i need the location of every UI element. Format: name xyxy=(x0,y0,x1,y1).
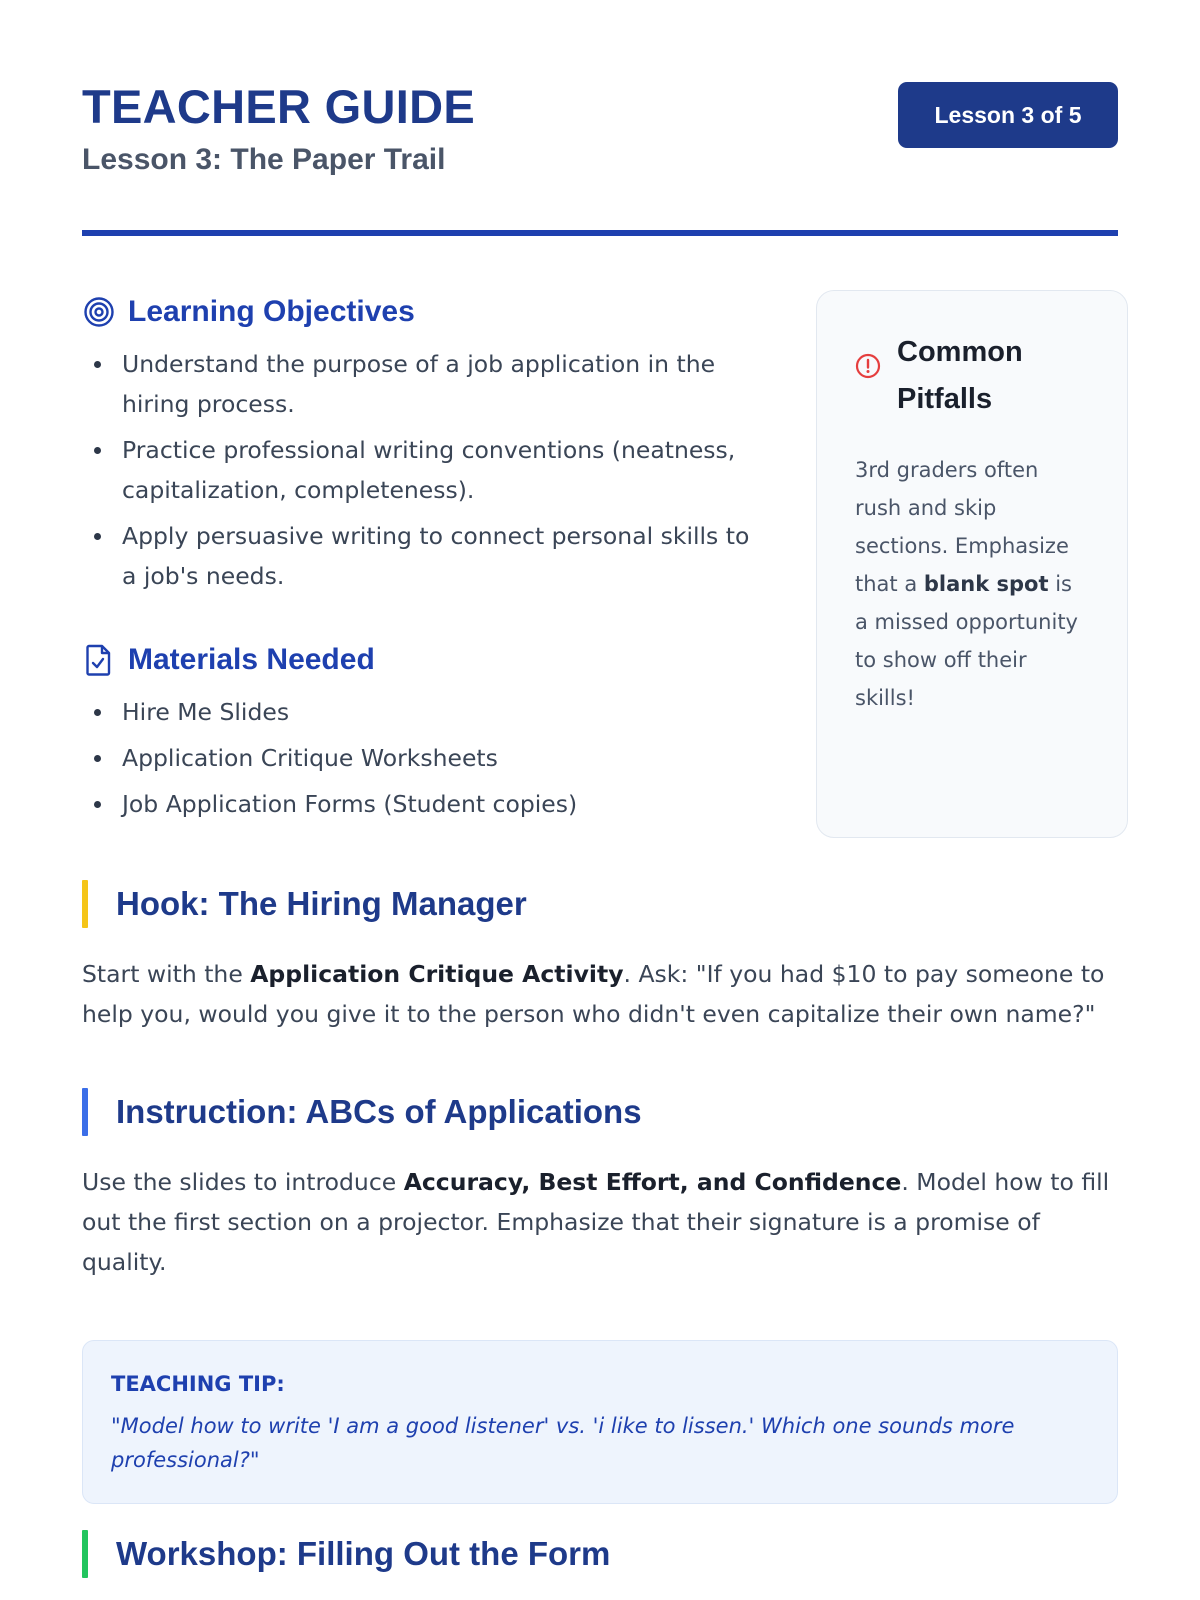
workshop-accent-bar xyxy=(82,1530,88,1578)
materials-heading: Materials Needed xyxy=(128,643,375,676)
common-pitfalls-card xyxy=(816,290,1128,838)
list-item: Application Critique Worksheets xyxy=(82,738,762,778)
target-icon xyxy=(82,295,116,329)
pitfalls-heading: Common Pitfalls xyxy=(897,336,1023,415)
instruction-emphasis: Accuracy, Best Effort, and Confidence xyxy=(403,1168,902,1196)
materials-list xyxy=(82,692,762,824)
instruction-accent-bar xyxy=(82,1088,88,1136)
teaching-tip-box xyxy=(82,1340,1118,1504)
instruction-section xyxy=(82,1088,1118,1282)
materials-section xyxy=(82,640,762,824)
list-item: Hire Me Slides xyxy=(82,692,762,732)
left-column xyxy=(82,292,762,830)
teaching-tip-label: TEACHING TIP: xyxy=(111,1372,285,1396)
pitfalls-text: 3rd graders often rush and skip sections. Emphasize that a blank spot is a missed opportunity to show off their skills! xyxy=(855,458,1078,710)
list-item: Understand the purpose of a job application in the hiring process. xyxy=(82,344,762,424)
hook-text: Start with the Application Critique Activity. Ask: "If you had $10 to pay someone to help you, would you give it to the person who didn't even capitalize their own name?" xyxy=(82,960,1105,1028)
objectives-list xyxy=(82,344,762,596)
pitfalls-emphasis: blank spot xyxy=(923,572,1049,596)
lesson-subtitle: Lesson 3: The Paper Trail xyxy=(82,143,446,176)
workshop-heading: Workshop: Filling Out the Form xyxy=(116,1535,611,1572)
hook-heading: Hook: The Hiring Manager xyxy=(116,885,527,922)
lesson-progress-badge: Lesson 3 of 5 xyxy=(898,82,1118,148)
list-item: Apply persuasive writing to connect personal skills to a job's needs. xyxy=(82,516,762,596)
document-check-icon xyxy=(82,643,116,677)
instruction-text: Use the slides to introduce Accuracy, Best Effort, and Confidence. Model how to fill out the first section on a projector. Emphasize that their signature is a promise of quality. xyxy=(82,1168,1110,1276)
instruction-heading: Instruction: ABCs of Applications xyxy=(116,1093,642,1130)
learning-objectives-heading: Learning Objectives xyxy=(128,295,415,328)
hook-accent-bar xyxy=(82,880,88,928)
workshop-section xyxy=(82,1530,1118,1578)
teaching-tip-text: "Model how to write 'I am a good listener' vs. 'i like to lissen.' Which one sounds more professional?" xyxy=(111,1414,1015,1472)
hook-section xyxy=(82,880,1118,1034)
list-item: Job Application Forms (Student copies) xyxy=(82,784,762,824)
header-divider xyxy=(82,230,1118,236)
page-header xyxy=(82,80,1118,236)
hook-emphasis: Application Critique Activity xyxy=(250,960,624,988)
alert-circle-icon xyxy=(855,353,883,381)
list-item: Practice professional writing conventions (neatness, capitalization, completeness). xyxy=(82,430,762,510)
learning-objectives-section xyxy=(82,292,762,596)
page-title: TEACHER GUIDE xyxy=(82,80,475,133)
